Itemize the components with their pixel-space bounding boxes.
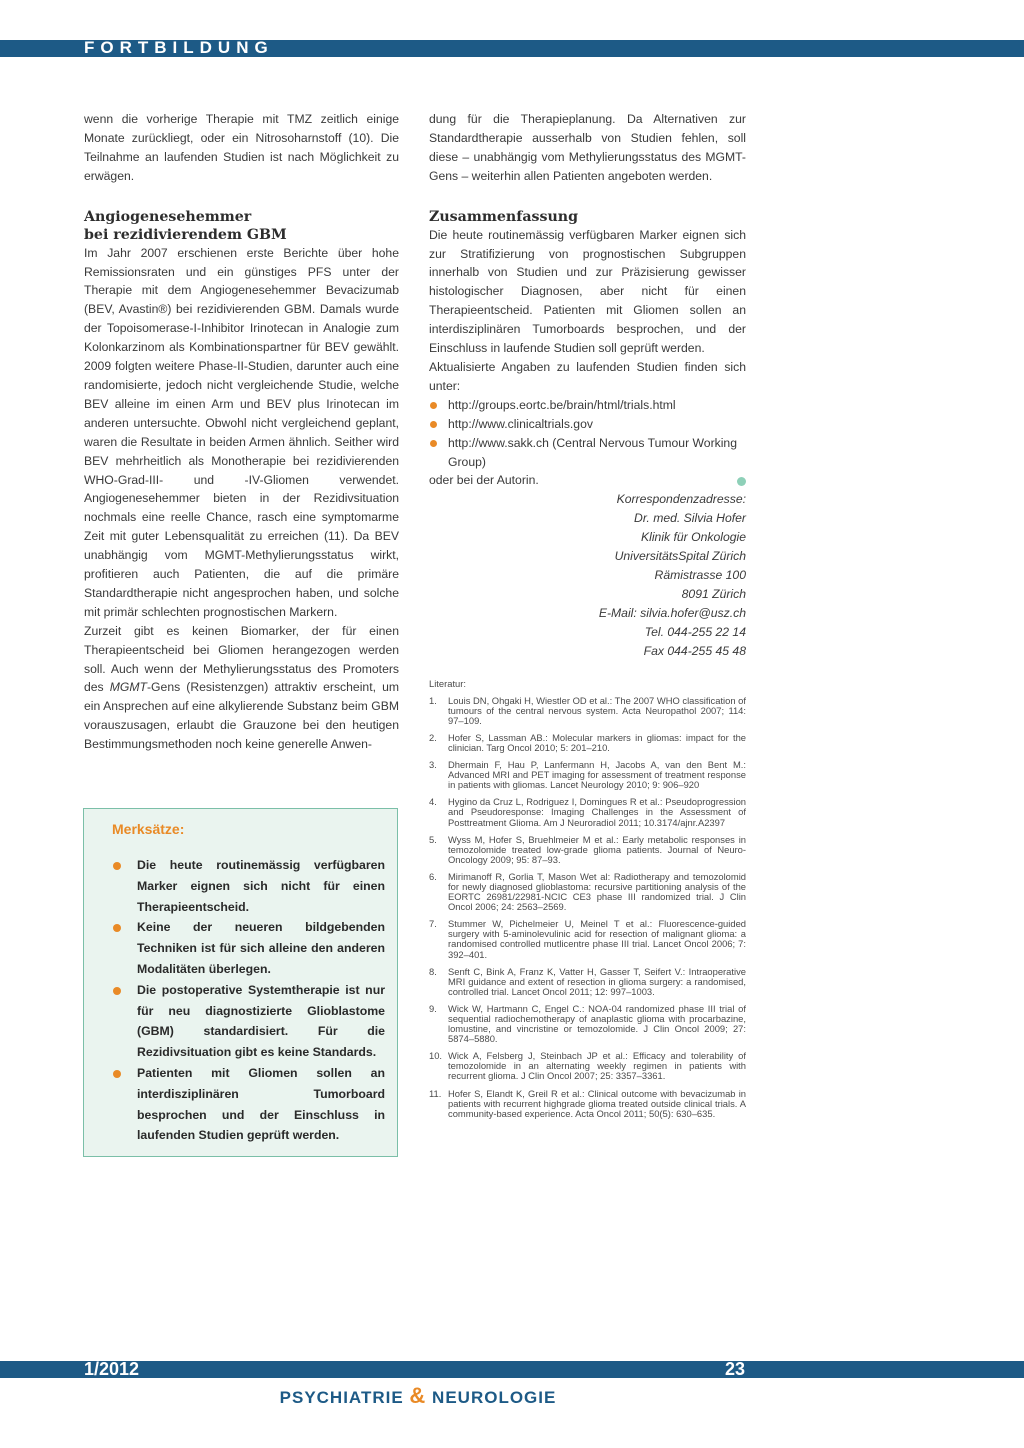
issue-number: 1/2012 (84, 1359, 140, 1379)
correspondence-address (429, 490, 746, 660)
reference-item: 7. Stummer W, Pichelmeier U, Meinel T et al.: Fluorescence-guided surgery with 5-aminolevulinic acid for resection of malignant glioma: a randomised controlled mutlicentre phase III trial. Lancet Oncol 2006; 7: 392–401. (429, 918, 746, 960)
footer-bar (0, 1361, 1024, 1378)
bullet-icon (430, 440, 437, 447)
address-line: Korrespondenzadresse: (616, 492, 746, 507)
reference-item: 1. Louis DN, Ohgaki H, Wiestler OD et al.: The 2007 WHO classification of tumours of the central nervous system. Acta Neuropathol 2007; 114: 97–109. (429, 694, 746, 726)
bullet-icon (430, 421, 437, 428)
link-list (429, 396, 746, 472)
section-heading (84, 208, 399, 244)
key-points-box (83, 808, 398, 1157)
heading-line-1: Angiogenesehemmer (84, 208, 252, 225)
page-number: 23 (724, 1359, 745, 1379)
journal-name-left: PSYCHIATRIE (279, 1388, 404, 1407)
reference-item: 11. Hofer S, Elandt K, Greil R et al.: Clinical outcome with bevacizumab in patients with recurrent highgrade glioma treated outside clinical trials. A community-based experience. Acta Oncol 2011; 50(5): 630–635. (429, 1087, 746, 1119)
reference-item: 6. Mirimanoff R, Gorlia T, Mason Wet al: Radiotherapy and temozolomid for newly diagnosed glioblastoma: recursive partitioning analysis of the EORTC 26981/22981-NCIC CE3 phase III randomized trial. J Clin Oncol 2006; 24: 2563–2569. (429, 870, 746, 913)
reference-item: 5. Wyss M, Hofer S, Bruehlmeier M et al.: Early metabolic responses in temozolomide treated low-grade glioma patients. Journal of Neuro-Oncology 2009; 95: 87–93. (429, 833, 746, 865)
paragraph: oder bei der Autorin. (429, 473, 539, 488)
right-column (429, 110, 746, 1126)
key-point: Keine der neueren bildgebenden Techniken ist für sich alleine den anderen Modalitäten überlegen. (107, 917, 385, 979)
list-item (429, 434, 746, 472)
address-email[interactable]: E-Mail: silvia.hofer@usz.ch (598, 605, 746, 620)
reference-item: 8. Senft C, Bink A, Franz K, Vatter H, Gasser T, Seifert V.: Intraoperative MRI guidance and extent of resection in glioma surgery: a randomised, controlled trial. Lancet Oncol 2011; 12: 997–1003. (429, 965, 746, 997)
link[interactable]: http://www.sakk.ch (Central Nervous Tumour Working Group) (448, 435, 737, 469)
key-point: Die heute routinemässig verfügbaren Marker eignen sich nicht für einen Therapieentscheid. (107, 855, 385, 917)
reference-item: 9. Wick W, Hartmann C, Engel C.: NOA-04 randomized phase III trial of sequential radiochemotherapy of anaplastic glioma with procarbazine, lomustine, and vincristine or temozolomide. J Clin Oncol 2009; 27: 5874–5880. (429, 1002, 746, 1045)
journal-name-right: NEUROLOGIE (432, 1388, 557, 1407)
address-line: Dr. med. Silvia Hofer (634, 511, 746, 526)
literature-heading: Literatur: (429, 678, 466, 690)
heading-line-2: bei rezidivierendem GBM (84, 226, 287, 243)
literature-list (429, 679, 746, 1118)
journal-ampersand: & (409, 1383, 427, 1408)
bullet-icon (113, 987, 121, 995)
key-points-title: Merksätze: (112, 821, 185, 837)
bullet-icon (113, 1070, 121, 1078)
address-line: Fax 044-255 45 48 (643, 643, 746, 658)
section-title: FORTBILDUNG (84, 38, 274, 57)
section-heading: Zusammenfassung (429, 208, 579, 225)
paragraph: Die heute routinemässig verfügbaren Marker eignen sich zur Stratifizierung von prognostischen Subgruppen innerhalb von Studien und zur Präzisierung gewisser histologischer Diagnosen, aber nicht für einen Therapieentscheid. Patienten mit Gliomen sollen an interdisziplinären Tumorboards besprochen, und der Einschluss in laufende Studien soll geprüft werden. (429, 227, 746, 356)
paragraph: Im Jahr 2007 erschienen erste Berichte über hohe Remissionsraten und ein günstiges PFS unter der Therapie mit dem Angiogenesehemmer Bevacizumab (BEV, Avastin®) bei rezidivierenden GBM. Damals wurde der Topoisomerase-I-Inhibitor Irinotecan in Analogie zum Kolonkarzinom als Kombinationspartner für BEV gewählt. 2009 folgten weitere Phase-II-Studien, darunter auch eine randomisierte, jedoch nicht vergleichende Studie, welche BEV alleine im einen Arm und BEV plus Irinotecan im anderen untersuchte. Obwohl nicht vergleichend geplant, waren die Resultate in beiden Armen ähnlich. Seither wird BEV mehrheitlich als Monotherapie bei rezidivierenden WHO-Grad-III- und -IV-Gliomen verwendet. Angiogenesehemmer bieten in der Rezidivsituation nochmals eine reelle Chance, rasch eine symptomarme Zeit mit guter Lebensqualität zu erreichen (11). Da BEV unabhängig vom MGMT-Methylierungsstatus wirkt, profitieren auch Patienten, die auf die primäre Standardtherapie nicht angesprochen haben, und solche mit primär schlechten prognostischen Markern. (84, 245, 399, 619)
address-line: Tel. 044-255 22 14 (644, 624, 746, 639)
journal-logo (253, 1378, 583, 1411)
list-item (429, 396, 746, 415)
paragraph: Aktualisierte Angaben zu laufenden Studien finden sich unter: (429, 359, 746, 393)
paragraph: wenn die vorherige Therapie mit TMZ zeitlich einige Monate zurückliegt, oder ein Nitrosoharnstoff (10). Die Teilnahme an laufenden Studien ist nach Möglichkeit zu erwägen. (84, 112, 399, 183)
paragraph: Zurzeit gibt es keinen Biomarker, der für einen Therapieentscheid bei Gliomen herangezogen werden soll. Auch wenn der Methylierungsstatus des Promoters des MGMT-Gens (Resistenzgen) attraktiv erscheint, um ein Ansprechen auf eine alkylierende Substanz beim GBM vorauszusagen, erlaubt die Grauzone bei den heutigen Bestimmungsmethoden noch keine generelle Anwen- (84, 623, 399, 752)
address-line: UniversitätsSpital Zürich (614, 549, 746, 564)
closing-line (429, 471, 746, 490)
bullet-icon (430, 402, 437, 409)
end-mark-icon (737, 477, 746, 486)
left-column (84, 110, 399, 754)
bullet-icon (113, 862, 121, 870)
key-point: Patienten mit Gliomen sollen an interdisziplinären Tumorboard besprochen und der Einschluss in laufenden Studien geprüft werden. (107, 1063, 385, 1146)
section-header-bar (0, 40, 1024, 57)
link[interactable]: http://groups.eortc.be/brain/html/trials.html (448, 397, 676, 412)
reference-item: 3. Dhermain F, Hau P, Lanfermann H, Jacobs A, van den Bent M.: Advanced MRI and PET imaging for assessment of treatment response in patients with gliomas. Lancet Neurology 2010; 9: 906–920 (429, 759, 746, 791)
paragraph: dung für die Therapieplanung. Da Alternativen zur Standardtherapie ausserhalb von Studien fehlen, soll diese – unabhängig vom Methylierungsstatus des MGMT-Gens – weiterhin allen Patienten angeboten werden. (429, 112, 746, 183)
reference-item: 10. Wick A, Felsberg J, Steinbach JP et al.: Efficacy and tolerability of temozolomide in an alternating weekly regimen in patients with recurrent glioma. J Clin Oncol 2007; 25: 3357–3361. (429, 1050, 746, 1082)
address-line: Rämistrasse 100 (654, 567, 746, 582)
key-points-list (107, 855, 385, 1146)
address-line: Klinik für Onkologie (641, 530, 746, 545)
key-point: Die postoperative Systemtherapie ist nur für neu diagnostizierte Glioblastome (GBM) standardisiert. Für die Rezidivsituation gibt es keine Standards. (107, 980, 385, 1063)
reference-item: 2. Hofer S, Lassman AB.: Molecular markers in gliomas: impact for the clinician. Targ Oncol 2010; 5: 201–210. (429, 731, 746, 753)
reference-item: 4. Hygino da Cruz L, Rodriguez I, Domingues R et al.: Pseudoprogression and Pseudoresponse: Imaging Challenges in the Assessment of Posttreatment Glioma. Am J Neuroradiol 2011; 10.3174/ajnr.A2397 (429, 796, 746, 828)
bullet-icon (113, 924, 121, 932)
link[interactable]: http://www.clinicaltrials.gov (448, 416, 593, 431)
address-line: 8091 Zürich (681, 586, 746, 601)
list-item (429, 415, 746, 434)
